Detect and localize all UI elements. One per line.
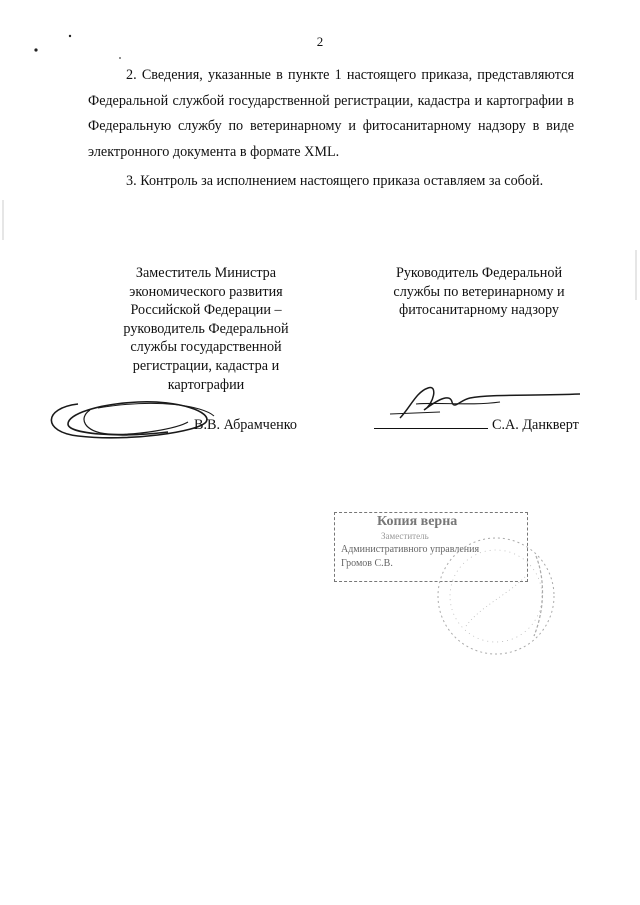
position-line: регистрации, кадастра и [132,357,280,374]
stamp-line-2: Заместитель [381,531,429,541]
left-signatory-name: В.В. Абрамченко [194,417,297,433]
position-line: картографии [167,376,245,393]
stamp-line-3: Административного управления [341,544,480,555]
position-line: службы по ветеринарному и [393,283,565,300]
position-line: Российской Федерации – [130,302,282,319]
position-line: фитосанитарному надзору [399,302,559,319]
right-signatory-name: С.А. Данкверт [492,417,579,433]
position-line: службы государственной [130,339,282,356]
position-line: Руководитель Федеральной [395,265,563,281]
page-number: 2 [316,34,324,49]
stamp-line-1: Копия верна [377,514,458,529]
position-line: экономического развития [129,283,283,300]
paragraph-3: 3. Контроль за исполнением настоящего приказа оставляем за собой. [126,173,544,189]
position-line: Заместитель Министра [135,265,277,281]
paragraph-2: 2. Сведения, указанные в пункте 1 настоящего приказа, представляются Федеральной службой государственной регистрации, кадастра и картографии в Федеральную службу по ветеринарному и фитосанитарному надзору в виде электронного документа в формате XML. [88,67,574,160]
stamp-line-4: Громов С.В. [341,558,393,569]
position-line: руководитель Федеральной [123,320,289,337]
